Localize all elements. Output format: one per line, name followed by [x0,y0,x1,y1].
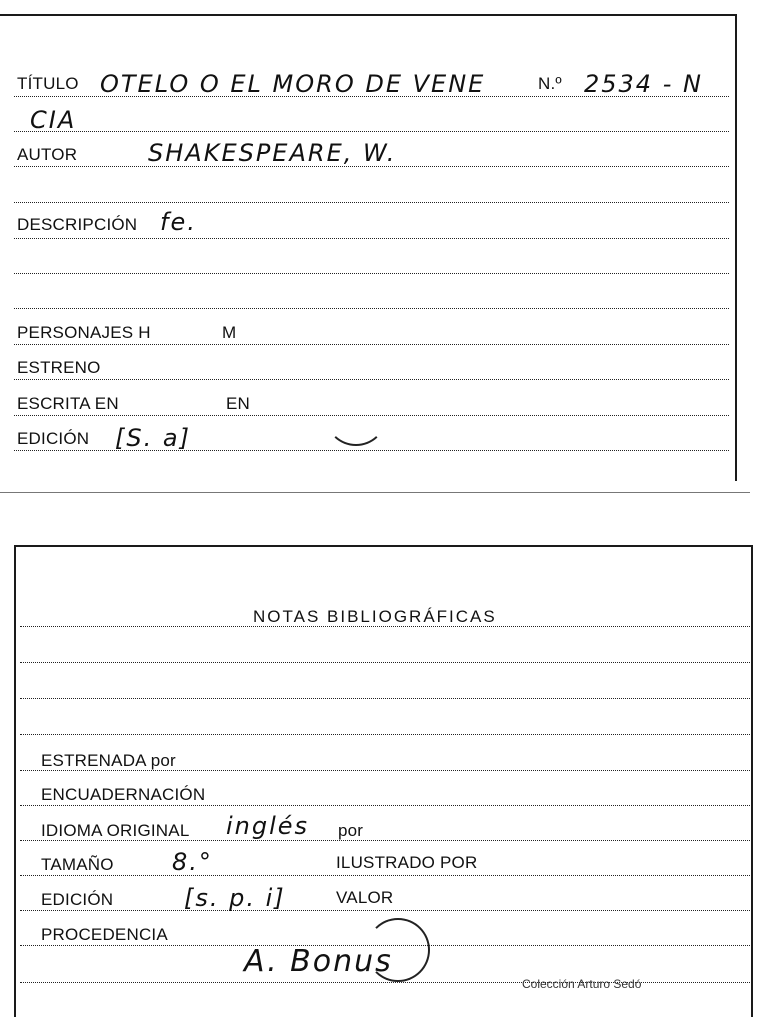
edicion-label: EDICIÓN [17,429,90,448]
edicion-2-value: [s. p. i] [184,884,286,912]
notas-heading: NOTAS BIBLIOGRÁFICAS [253,607,497,626]
rule-descripcion [14,238,729,239]
rule-notas-4 [20,734,750,735]
tamano-label: TAMAÑO [41,855,114,874]
rule-encuadernacion [20,805,750,806]
ilustrado-label: ILUSTRADO POR [336,853,478,872]
numero-label: N.º [538,74,562,93]
estrenada-label: ESTRENADA por [41,751,176,770]
rule-blank-1 [14,202,729,203]
edicion-value: [S. a] [115,424,191,452]
descripcion-label: DESCRIPCIÓN [17,215,138,234]
collection-credit: Colección Arturo Sedó [522,977,642,991]
por-label: por [338,821,364,840]
rule-notas-2 [20,662,750,663]
idioma-value: inglés [226,812,310,840]
escrita-label: ESCRITA EN [17,394,119,413]
rule-tamano [20,875,750,876]
edicion-2-label: EDICIÓN [41,890,114,909]
rule-blank-3 [14,308,729,309]
card-separator [0,492,750,493]
titulo-label: TÍTULO [17,74,79,93]
valor-label: VALOR [336,888,394,907]
numero-value: 2534 - N [584,70,703,98]
rule-notas-1 [20,626,750,627]
rule-edicion-2 [20,910,750,911]
rule-titulo-cont [14,131,729,132]
escrita-en-label: EN [226,394,251,413]
rule-estreno [14,379,729,380]
titulo-value: OTELO O EL MORO DE VENE [100,70,486,98]
tamano-value: 8.° [172,848,213,876]
autor-label: AUTOR [17,145,78,164]
rule-personajes [14,344,729,345]
rule-blank-2 [14,273,729,274]
descripcion-value: fe. [160,208,197,236]
encuadernacion-label: ENCUADERNACIÓN [41,785,206,804]
stamp-mark-top [326,390,386,446]
idioma-label: IDIOMA ORIGINAL [41,821,190,840]
procedencia-value: A. Bonus [244,944,393,979]
rule-notas-3 [20,698,750,699]
procedencia-label: PROCEDENCIA [41,925,168,944]
personajes-m-label: M [222,323,237,342]
autor-value: SHAKESPEARE, W. [148,139,397,167]
estreno-label: ESTRENO [17,358,101,377]
stamp-mark-bottom [366,918,430,982]
titulo-value-cont: CIA [30,106,77,134]
personajes-label: PERSONAJES H [17,323,151,342]
